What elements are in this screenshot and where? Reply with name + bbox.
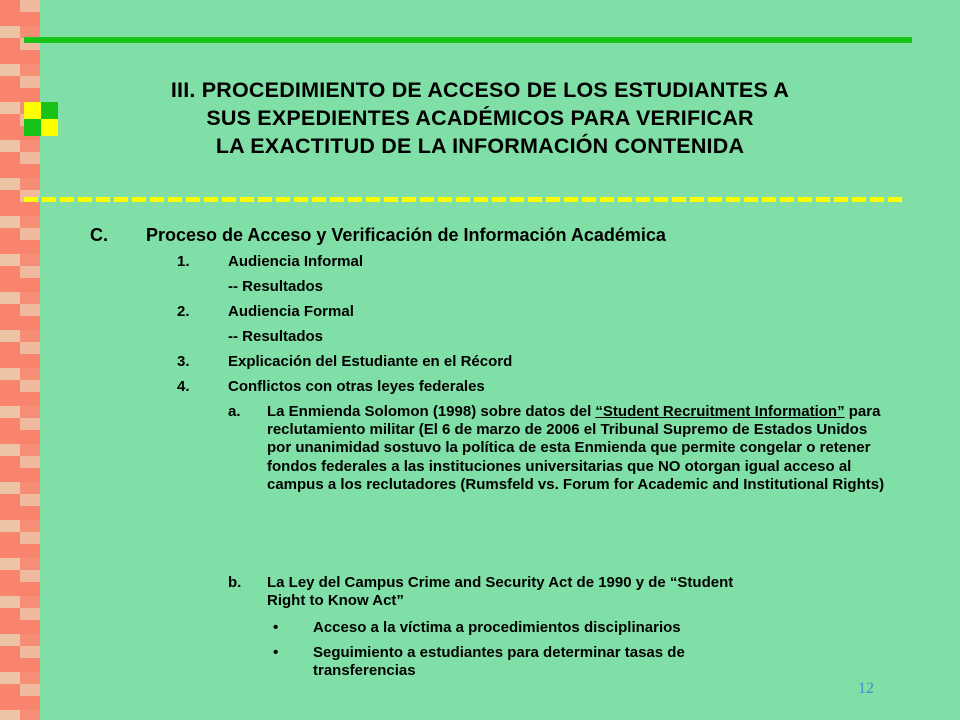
bullet-text: transferencias [313, 662, 416, 679]
item-marker: 2. [177, 303, 190, 320]
list-item: Audiencia Formal [228, 303, 354, 320]
title-line-2: SUS EXPEDIENTES ACADÉMICOS PARA VERIFICAR [206, 106, 754, 130]
sub-item-marker: a. [228, 403, 241, 420]
sub-a-text-after: para reclutamiento militar (El 6 de marzo de 2006 el Tribunal Supremo de Estados Unidos por unanimidad sostuvo la política de esta Enmienda que permite congelar o retener fondos federales a las instituciones universitarias que NO otorgan igual acceso al campus a los reclutadores (Rumsfeld vs. Forum for Academic and Institutional Rights) [267, 403, 885, 493]
bullet-icon: • [273, 619, 279, 636]
bullet-text: Acceso a la víctima a procedimientos disciplinarios [313, 619, 681, 636]
sub-item-b-line-2: Right to Know Act” [267, 592, 404, 609]
bullet-icon: • [273, 644, 279, 661]
title-line-1: III. PROCEDIMIENTO DE ACCESO DE LOS ESTUDIANTES A [170, 78, 790, 102]
item-marker: 1. [177, 253, 190, 270]
list-item: Audiencia Informal [228, 253, 364, 270]
item-marker: 4. [177, 378, 190, 395]
section-heading: Proceso de Acceso y Verificación de Información Académica [146, 225, 666, 245]
page-number: 12 [858, 680, 874, 697]
section-marker: C. [90, 225, 108, 245]
sub-item-a-text [267, 403, 887, 494]
list-item: -- Resultados [228, 278, 324, 295]
student-recruitment-link[interactable]: “Student Recruitment Information” [595, 403, 845, 420]
sub-item-b-line-1: La Ley del Campus Crime and Security Act de 1990 y de “Student [267, 574, 734, 591]
title-line-3: LA EXACTITUD DE LA INFORMACIÓN CONTENIDA [215, 134, 745, 158]
sub-item-marker: b. [228, 574, 242, 591]
list-item: Conflictos con otras leyes federales [228, 378, 485, 395]
bullet-text: Seguimiento a estudiantes para determinar tasas de [313, 644, 685, 661]
sub-a-text-before: La Enmienda Solomon (1998) sobre datos del [267, 403, 596, 420]
list-item: Explicación del Estudiante en el Récord [228, 353, 513, 370]
item-marker: 3. [177, 353, 190, 370]
list-item: -- Resultados [228, 328, 324, 345]
